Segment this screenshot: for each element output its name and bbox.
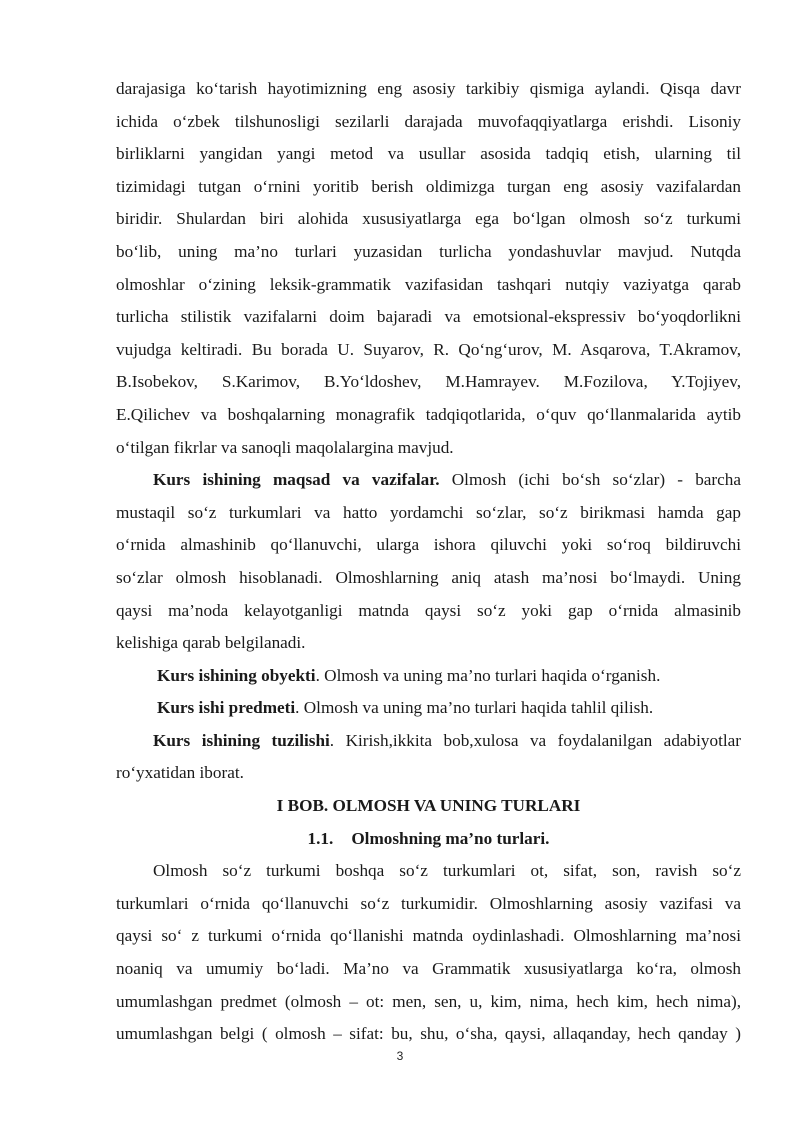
- chapter-title: I BOB. OLMOSH VA UNING TURLARI: [276, 796, 581, 816]
- goal-first-line: [116, 464, 741, 497]
- goal-line: mustaqil so‘z turkumlari va hatto yordamchi so‘zlar, so‘z birikmasi hamda gap: [116, 502, 741, 522]
- structure-first-line-text: . Kirish,ikkita bob,xulosa va foydalanilgan adabiyotlar: [329, 730, 741, 750]
- intro-line: tizimidagi tutgan o‘rnini yoritib berish oldimizga turgan eng asosiy vazifalardan: [116, 176, 741, 196]
- intro-line: bo‘lib, uning ma’no turlari yuzasidan turlicha yondashuvlar mavjud. Nutqda: [116, 241, 741, 261]
- goal-line: qaysi ma’noda kelayotganligi matnda qaysi so‘z yoki gap o‘rnida almasinib: [116, 600, 741, 620]
- structure-paragraph: [116, 725, 741, 790]
- section-number: 1.1.: [307, 828, 334, 848]
- structure-first-line: [116, 725, 741, 758]
- intro-line: darajasiga ko‘tarish hayotimizning eng asosiy tarkibiy qismiga aylandi. Qisqa davr: [116, 79, 741, 98]
- structure-label: Kurs ishining tuzilishi: [153, 730, 330, 750]
- intro-line: E.Qilichev va boshqalarning monagrafik tadqiqotlarida, o‘quv qo‘llanmalarida aytib: [116, 404, 741, 424]
- intro-line: birliklarni yangidan yangi metod va usullar asosida tadqiq etish, ularning til: [116, 144, 741, 164]
- goal-line: so‘zlar olmosh hisoblanadi. Olmoshlarning aniq atash ma’nosi bo‘lmaydi. Uning: [116, 567, 741, 587]
- goal-paragraph: [116, 464, 741, 660]
- intro-line: vujudga keltiradi. Bu borada U. Suyarov, R. Qo‘ng‘urov, M. Asqarova, T.Akramov,: [116, 339, 741, 359]
- subject-paragraph: [116, 692, 741, 725]
- goal-line: o‘rnida almashinib qo‘llanuvchi, ularga ishora qiluvchi yoki so‘roq bildiruvchi: [116, 535, 741, 555]
- body-line: Olmosh so‘z turkumi boshqa so‘z turkumlari ot, sifat, son, ravish so‘z: [153, 861, 741, 881]
- body-line: qaysi so‘ z turkumi o‘rnida qo‘llanishi matnda oydinlashadi. Olmoshlarning ma’nosi: [116, 926, 741, 946]
- intro-line: turlicha stilistik vazifalarni doim bajaradi va emotsional-ekspressiv bo‘yoqdorlikni: [116, 307, 741, 327]
- intro-line: ichida o‘zbek tilshunosligi sezilarli darajada muvofaqqiyatlarga erishdi. Lisoniy: [116, 111, 741, 131]
- subject-text: . Olmosh va uning ma’no turlari haqida tahlil qilish.: [295, 698, 654, 718]
- page-number: 3: [396, 1049, 404, 1063]
- body-line: umumlashgan belgi ( olmosh – sifat: bu, shu, o‘sha, qaysi, allaqanday, hech qanday ): [116, 1024, 741, 1044]
- goal-line: kelishiga qarab belgilanadi.: [116, 633, 306, 653]
- section-heading: [116, 823, 741, 856]
- subject-label: Kurs ishi predmeti: [157, 698, 296, 718]
- goal-first-line-text: Olmosh (ichi bo‘sh so‘zlar) - barcha: [439, 470, 741, 490]
- intro-line: biridir. Shulardan biri alohida xususiyatlarga ega bo‘lgan olmosh so‘z turkumi: [116, 209, 741, 229]
- goal-label: Kurs ishining maqsad va vazifalar.: [153, 470, 440, 490]
- object-label: Kurs ishining obyekti: [157, 665, 316, 685]
- body-line: noaniq va umumiy bo‘ladi. Ma’no va Grammatik xususiyatlarga ko‘ra, olmosh: [116, 959, 741, 979]
- structure-line: ro‘yxatidan iborat.: [116, 763, 244, 783]
- section-title: Olmoshning ma’no turlari.: [351, 828, 550, 848]
- object-paragraph: [116, 660, 741, 693]
- intro-paragraph: [116, 73, 741, 464]
- document-page: [116, 73, 741, 1051]
- body-paragraph: [116, 855, 741, 1051]
- object-text: . Olmosh va uning ma’no turlari haqida o‘rganish.: [315, 665, 661, 685]
- body-line: turkumlari o‘rnida qo‘llanuvchi so‘z turkumidir. Olmoshlarning asosiy vazifasi va: [116, 893, 741, 913]
- intro-line: o‘tilgan fikrlar va sanoqli maqolalargina mavjud.: [116, 437, 454, 457]
- intro-line: olmoshlar o‘zining leksik-grammatik vazifasidan tashqari nutqiy vaziyatga qarab: [116, 274, 741, 294]
- intro-line: B.Isobekov, S.Karimov, B.Yo‘ldoshev, M.Hamrayev. M.Fozilova, Y.Tojiyev,: [116, 372, 741, 392]
- body-line: umumlashgan predmet (olmosh – ot: men, sen, u, kim, nima, hech kim, hech nima),: [116, 991, 741, 1011]
